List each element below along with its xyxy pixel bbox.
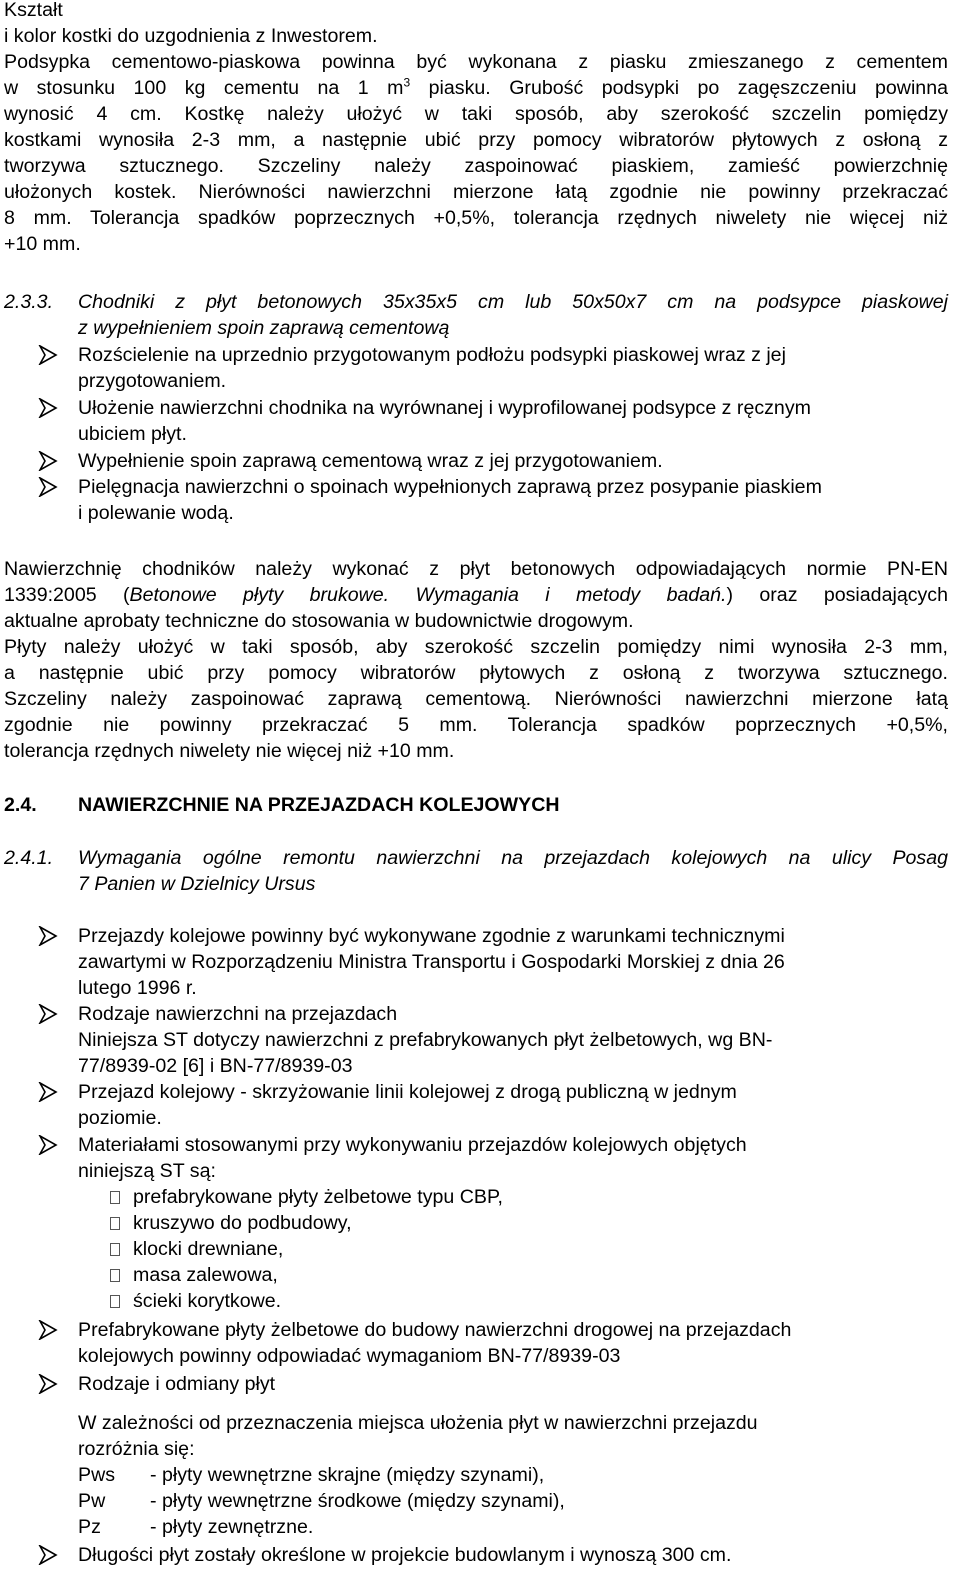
text-line: +10 mm.	[4, 233, 81, 255]
arrow-bullet-icon	[38, 451, 58, 471]
text-line: tworzywa sztucznego. Szczeliny należy zaspoinować piaskiem, zamieść powierzchnię	[4, 155, 948, 177]
arrow-bullet-icon	[38, 345, 58, 365]
text-line: Kształt	[4, 0, 63, 21]
section-title: Chodniki z płyt betonowych 35x35x5 cm lub 50x50x7 cm na podsypce piaskowej	[78, 291, 948, 313]
text-line: aktualne aprobaty techniczne do stosowania w budownictwie drogowym.	[4, 610, 634, 632]
square-bullet-icon	[110, 1217, 120, 1230]
list-item: ubiciem płyt.	[78, 423, 187, 445]
text-line: 8 mm. Tolerancja spadków poprzecznych +0,5%, tolerancja rzędnych niwelety nie więcej niż	[4, 207, 948, 229]
square-bullet-icon	[110, 1243, 120, 1256]
text-line: w stosunku 100 kg cementu na 1 $m^3$ piasku. Grubość podsypki po zagęszczeniu powinna	[4, 75, 948, 99]
list-item: Długości płyt zostały określone w projekcie budowlanym i wynoszą 300 cm.	[78, 1544, 732, 1566]
list-item: Rodzaje nawierzchni na przejazdach	[78, 1003, 398, 1025]
arrow-bullet-icon	[38, 1135, 58, 1155]
list-item: zawartymi w Rozporządzeniu Ministra Transportu i Gospodarki Morskiej z dnia 26	[78, 951, 785, 973]
arrow-bullet-icon	[38, 1545, 58, 1565]
text-line: W zależności od przeznaczenia miejsca ułożenia płyt w nawierzchni przejazdu	[78, 1412, 758, 1434]
section-number: 2.3.3.	[4, 291, 54, 313]
material-item: klocki drewniane,	[133, 1238, 284, 1260]
section-number: 2.4.1.	[4, 847, 54, 869]
list-item: Wypełnienie spoin zaprawą cementową wraz z jej przygotowaniem.	[78, 450, 663, 472]
material-item: prefabrykowane płyty żelbetowe typu CBP,	[133, 1186, 503, 1208]
text-line: 1339:2005 (Betonowe płyty brukowe. Wymagania i metody badań.) oraz posiadających	[4, 584, 949, 606]
list-item: Ułożenie nawierzchni chodnika na wyrównanej i wyprofilowanej podsypce z ręcznym	[78, 397, 811, 419]
text-line: Nawierzchnię chodników należy wykonać z płyt betonowych odpowiadających normie PN-EN	[4, 558, 948, 580]
square-bullet-icon	[110, 1295, 120, 1308]
type-description: - płyty wewnętrzne skrajne (między szynami),	[150, 1464, 545, 1486]
arrow-bullet-icon	[38, 1320, 58, 1340]
list-item: Materiałami stosowanymi przy wykonywaniu przejazdów kolejowych objętych	[78, 1134, 747, 1156]
section-heading: NAWIERZCHNIE NA PRZEJAZDACH KOLEJOWYCH	[78, 794, 560, 816]
section-title: Wymagania ogólne remontu nawierzchni na przejazdach kolejowych na ulicy Posag	[78, 847, 948, 869]
text-line: Podsypka cementowo-piaskowa powinna być wykonana z piasku zmieszanego z cementem	[4, 51, 948, 73]
list-item: Przejazd kolejowy - skrzyżowanie linii kolejowej z drogą publiczną w jednym	[78, 1081, 737, 1103]
list-item: lutego 1996 r.	[78, 977, 197, 999]
section-title: z wypełnieniem spoin zaprawą cementową	[78, 317, 450, 339]
square-bullet-icon	[110, 1191, 120, 1204]
list-item: kolejowych powinny odpowiadać wymaganiom BN-77/8939-03	[78, 1345, 621, 1367]
text-line: zgodnie nie powinny przekraczać 5 mm. Tolerancja spadków poprzecznych +0,5%,	[4, 714, 948, 736]
list-item: Przejazdy kolejowe powinny być wykonywane zgodnie z warunkami technicznymi	[78, 925, 785, 947]
list-item: 77/8939-02 [6] i BN-77/8939-03	[78, 1055, 353, 1077]
list-item: Niniejsza ST dotyczy nawierzchni z prefabrykowanych płyt żelbetowych, wg BN-	[78, 1029, 773, 1051]
type-code: Pws	[78, 1464, 116, 1486]
text-line: i kolor kostki do uzgodnienia z Inwestorem.	[4, 25, 378, 47]
material-item: masa zalewowa,	[133, 1264, 278, 1286]
text-line: tolerancja rzędnych niwelety nie więcej niż +10 mm.	[4, 740, 455, 762]
list-item: Pielęgnacja nawierzchni o spoinach wypełnionych zaprawą przez posypanie piaskiem	[78, 476, 822, 498]
material-item: kruszywo do podbudowy,	[133, 1212, 352, 1234]
arrow-bullet-icon	[38, 1082, 58, 1102]
list-item: przygotowaniem.	[78, 370, 227, 392]
text-line: a następnie ubić przy pomocy wibratorów płytowych z osłoną z tworzywa sztucznego.	[4, 662, 948, 684]
type-description: - płyty wewnętrzne środkowe (między szynami),	[150, 1490, 565, 1512]
list-item: niniejszą ST są:	[78, 1160, 216, 1182]
section-number: 2.4.	[4, 794, 37, 816]
text-line: wynosić 4 cm. Kostkę należy ułożyć w taki sposób, aby szerokość szczelin pomiędzy	[4, 103, 948, 125]
section-title: 7 Panien w Dzielnicy Ursus	[78, 873, 316, 895]
type-code: Pz	[78, 1516, 101, 1538]
text-line: Płyty należy ułożyć w taki sposób, aby szerokość szczelin pomiędzy nimi wynosiła 2-3 mm,	[4, 636, 948, 658]
type-description: - płyty zewnętrzne.	[150, 1516, 314, 1538]
list-item: poziomie.	[78, 1107, 162, 1129]
arrow-bullet-icon	[38, 1374, 58, 1394]
arrow-bullet-icon	[38, 926, 58, 946]
arrow-bullet-icon	[38, 477, 58, 497]
list-item: Rozścielenie na uprzednio przygotowanym podłożu podsypki piaskowej wraz z jej	[78, 344, 786, 366]
text-line: Szczeliny należy zaspoinować zaprawą cementową. Nierówności nawierzchni mierzone łatą	[4, 688, 948, 710]
list-item: i polewanie wodą.	[78, 502, 234, 524]
square-bullet-icon	[110, 1269, 120, 1282]
arrow-bullet-icon	[38, 1004, 58, 1024]
list-item: Prefabrykowane płyty żelbetowe do budowy nawierzchni drogowej na przejazdach	[78, 1319, 792, 1341]
text-line: rozróżnia się:	[78, 1438, 195, 1460]
text-line: ułożonych kostek. Nierówności nawierzchni mierzone łatą zgodnie nie powinny przekraczać	[4, 181, 948, 203]
arrow-bullet-icon	[38, 398, 58, 418]
text-line: kostkami wynosiła 2-3 mm, a następnie ubić przy pomocy wibratorów płytowych z osłoną z	[4, 129, 948, 151]
material-item: ścieki korytkowe.	[133, 1290, 282, 1312]
list-item: Rodzaje i odmiany płyt	[78, 1373, 276, 1395]
type-code: Pw	[78, 1490, 106, 1512]
